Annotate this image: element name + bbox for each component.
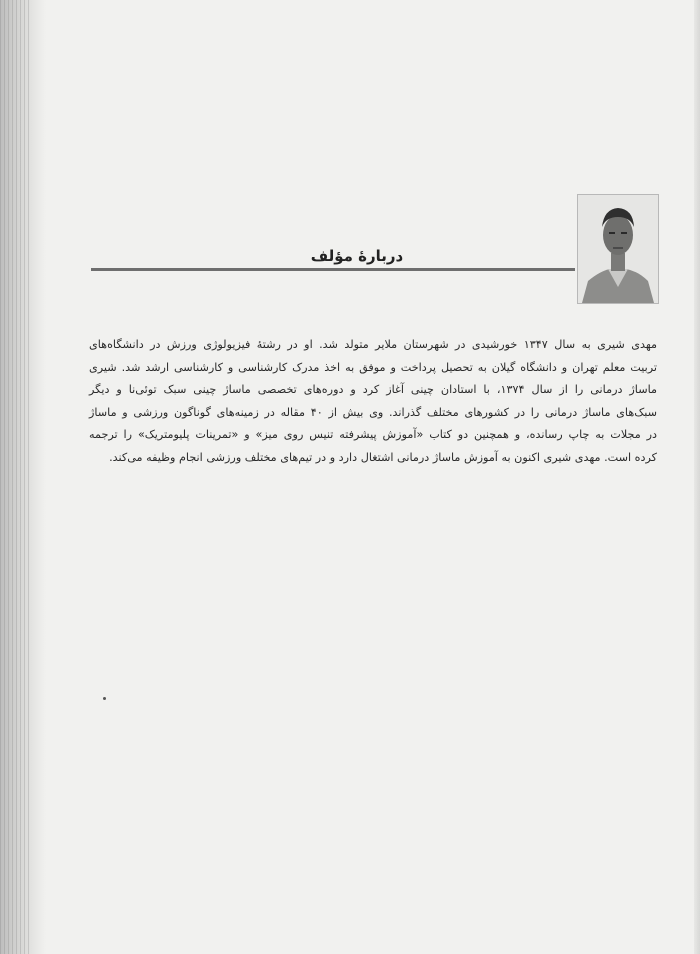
author-portrait-icon — [578, 195, 658, 303]
bio-line: در مجلات به چاپ رسانده، و همچنین دو کتاب «آموزش پیشرفته تنیس روی میز» و «تمرینات پلیومتریک» را ترجمه — [89, 428, 657, 442]
bio-line: مهدی شیری به سال ۱۳۴۷ خورشیدی در شهرستان ملایر متولد شد. او در رشتهٔ فیزیولوژی ورزش در دانشگاه‌های — [89, 338, 657, 351]
bio-line: تربیت معلم تهران و دانشگاه گیلان به تحصیل پرداخت و موفق به اخذ مدرک کارشناسی و کارشناسی ارشد شد. شیری — [89, 360, 657, 374]
section-title: دربارهٔ مؤلف — [310, 247, 404, 265]
page-edges — [0, 0, 30, 954]
print-speck — [103, 697, 106, 700]
author-biography — [89, 334, 657, 470]
bio-line: ماساژ درمانی را از سال ۱۳۷۴، با استادان چینی آغاز کرد و دوره‌های تخصصی ماساژ چینی سبک توئی‌نا و دیگر — [89, 383, 657, 397]
author-photo — [577, 194, 659, 304]
bio-line: سبک‌های ماساژ درمانی را در کشورهای مختلف گذراند. وی بیش از ۴۰ مقاله در زمینه‌های گوناگون ورزشی و ماساژ — [89, 405, 657, 419]
title-underline — [91, 268, 575, 271]
page-right-edge — [694, 0, 700, 954]
bio-line: کرده است. مهدی شیری اکنون به آموزش ماساژ درمانی اشتغال دارد و در تیم‌های مختلف ورزشی انجام وظیفه می‌کند. — [109, 450, 657, 464]
